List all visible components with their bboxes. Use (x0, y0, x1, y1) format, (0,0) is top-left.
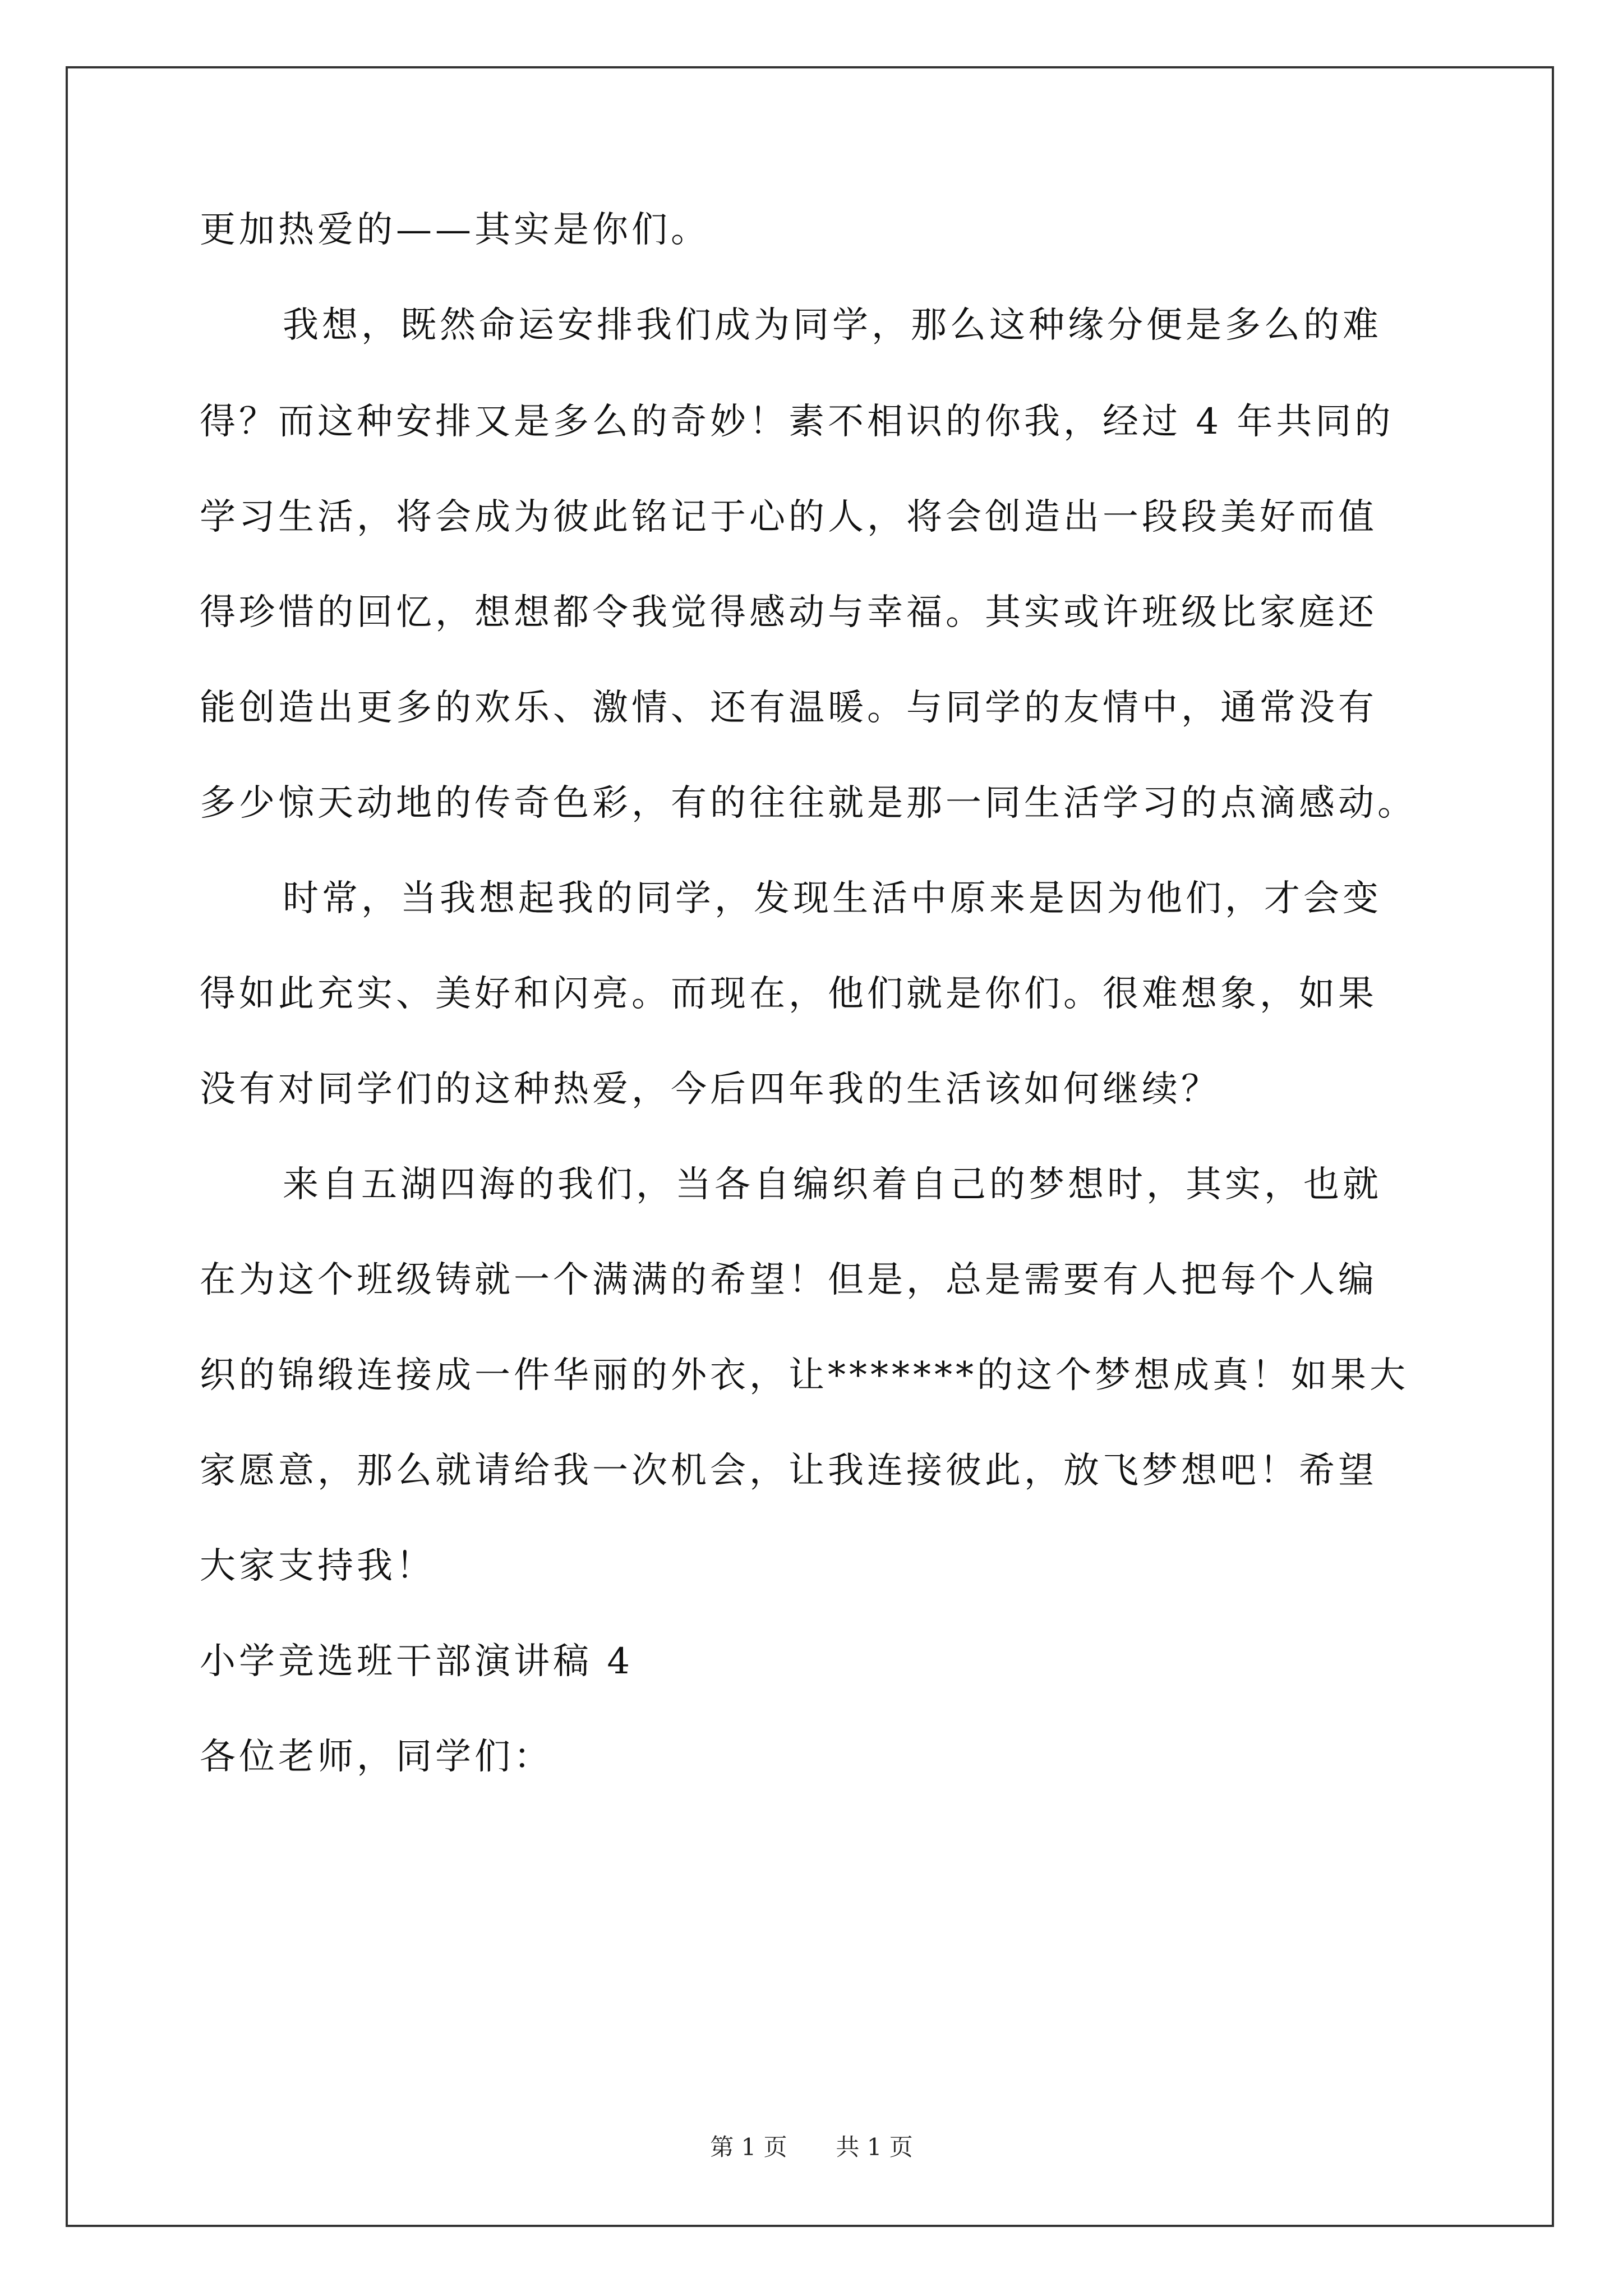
text-line: 更加热爱的——其实是你们。 (200, 209, 710, 251)
page-total: 共 1 页 (836, 2133, 913, 2161)
text-line: 大家支持我！ (200, 1545, 435, 1587)
paragraph-line: 我想，既然命运安排我们成为同学，那么这种缘分便是多么的难 (283, 305, 1382, 346)
text-line: 得？而这种安排又是多么的奇妙！素不相识的你我，经过 4 年共同的 (200, 401, 1394, 443)
text-line: 得如此充实、美好和闪亮。而现在，他们就是你们。很难想象，如果 (200, 973, 1377, 1015)
page-footer (0, 2132, 1623, 2163)
text-line: 得珍惜的回忆，想想都令我觉得感动与幸福。其实或许班级比家庭还 (200, 592, 1377, 633)
text-line: 能创造出更多的欢乐、激情、还有温暖。与同学的友情中，通常没有 (200, 687, 1377, 729)
text-line: 家愿意，那么就请给我一次机会，让我连接彼此，放飞梦想吧！希望 (200, 1450, 1377, 1492)
text-line: 在为这个班级铸就一个满满的希望！但是，总是需要有人把每个人编 (200, 1259, 1377, 1301)
page-border (66, 66, 1554, 2227)
text-line: 织的锦缎连接成一件华丽的外衣，让*******的这个梦想成真！如果大 (200, 1355, 1409, 1396)
text-line: 学习生活，将会成为彼此铭记于心的人，将会创造出一段段美好而值 (200, 496, 1377, 538)
text-line: 多少惊天动地的传奇色彩，有的往往就是那一同生活学习的点滴感动。 (200, 783, 1417, 824)
text-line: 没有对同学们的这种热爱，今后四年我的生活该如何继续？ (200, 1069, 1220, 1110)
salutation: 各位老师，同学们： (200, 1736, 553, 1778)
paragraph-line: 时常，当我想起我的同学，发现生活中原来是因为他们，才会变 (283, 878, 1382, 919)
page-number: 第 1 页 (710, 2133, 787, 2161)
paragraph-line: 来自五湖四海的我们，当各自编织着自己的梦想时，其实，也就 (283, 1164, 1382, 1205)
section-title: 小学竞选班干部演讲稿 4 (200, 1641, 634, 1682)
